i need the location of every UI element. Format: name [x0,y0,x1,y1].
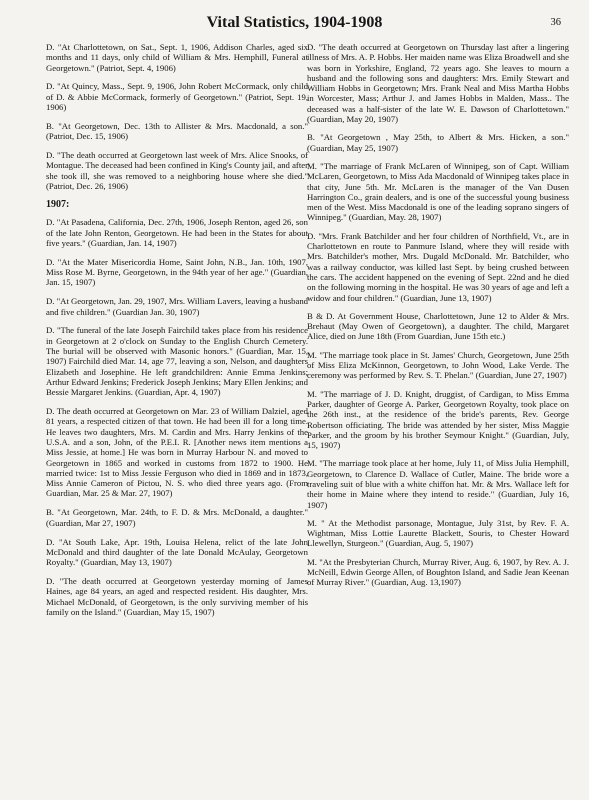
record-entry: M. "At the Presbyterian Church, Murray River, Aug. 6, 1907, by Rev. A. J. McNeill, Edwin George Allen, of Boughton Island, and Sadie Jean Keenan of Murray River." (Guardian, Aug. 13,1907) [307,556,569,588]
left-column [46,42,308,626]
record-entry: M. "The marriage of J. D. Knight, druggist, of Cardigan, to Miss Emma Parker, daughter of George A. Parker, Georgetown Royalty, took place on the 26th inst., at the residence of the bride's parents, Rev. George Robertson officiating. The bride was attended by her sister, Miss Maggie Parker, and the groom by his brother Seymour Knight." (Guardian, July, 15, 1907) [307,388,569,451]
record-entry: B. "At Georgetown, Dec. 13th to Allister & Mrs. Macdonald, a son." (Patriot, Dec. 15, 1906) [46,120,308,142]
record-entry: D. "The death occurred at Georgetown yesterday morning of James Haines, age 84 years, an aged and respected resident. His daughter, Mrs. Michael McDonald, of Georgetown, is the only surviving member of his family on the Island." (Guardian, May 15, 1907) [46,576,308,617]
right-column [307,42,569,596]
year-heading: 1907: [46,198,70,210]
page-title: Vital Statistics, 1904-1908 [206,14,383,31]
page-number: 36 [550,17,561,28]
record-entry: M. "The marriage took place in St. James' Church, Georgetown, June 25th of Miss Eliza McKinnon, Georgetown, to John Wood, Lake Verde. The ceremony was performed by Rev. S. T. Phelan." (Guardian, June 27, 1907) [307,349,569,381]
record-entry: M. "The marriage took place at her home, July 11, of Miss Julia Hemphill, Georgetown, to Clarence D. Wallace of Cutler, Maine. The bride wore a traveling suit of blue with a white chiffon hat. Mr. & Mrs. Wallace left for their home in Maine where they intend to reside." (Guardian, July 16, 1907) [307,458,569,510]
record-entry: B & D. At Government House, Charlottetown, June 12 to Alder & Mrs. Brehaut (May Owen of Georgetown), a daughter. The child, Margaret Alice, died on June 18th (From Guardian, June 15th etc.) [307,310,569,342]
record-entry: D. "At Charlottetown, on Sat., Sept. 1, 1906, Addison Charles, aged six months and 11 days, only child of William & Mrs. Hemphill, Funeral at Georgetown." (Patriot, Sept. 4, 1906) [46,42,308,73]
record-entry: D. "At Pasadena, California, Dec. 27th, 1906, Joseph Renton, aged 26, son of the late John Renton, Georgetown. He had been in the States for about five years." (Guardian, Jan. 14, 1907) [46,217,308,248]
record-entry: M. " At the Methodist parsonage, Montague, July 31st, by Rev. F. A. Wightman, Miss Lottie Laurette Blackett, Souris, to Chester Howard Llewellyn, Sturgeon." (Guardian, Aug. 5, 1907) [307,517,569,549]
record-entry: D. "Mrs. Frank Batchilder and her four children of Northfield, Vt., are in Charlottetown en route to Panmure Island, where they will reside with Mrs. Batchilder's mother, Mrs. Dugald McDonald. Mr. Batchilder, who was a railway conductor, was killed last Sept. by being crushed between the cars. The accident happened on the evening of Sept. 22nd and he died on the following morning in the hospital. He was 30 years of age and left a widow and four children." (Guardian, June 13, 1907) [307,230,569,303]
record-entry: B. "At Georgetown, Mar. 24th, to F. D. & Mrs. McDonald, a daughter." (Guardian, Mar 27, 1907) [46,507,308,528]
record-entry: M. "The marriage of Frank McLaren of Winnipeg, son of Capt. William McLaren, Georgetown, to Miss Ada Macdonald of Winnipeg takes place in that city, June 5th. Mr. McLaren is the manager of the Van Dusen Harrington Co., grain dealers, and is one of the successful young business men of the West. Miss Macdonald is one of the leading soprano singers of Winnipeg." (Guardian, May. 28, 1907) [307,160,569,223]
record-entry: D. "The death occurred at Georgetown on Thursday last after a lingering illness of Mrs. A. P. Hobbs. Her maiden name was Eliza Broadwell and she was born in Yorkshire, England, 72 years ago. She leaves to mourn a husband and the following sons and daughters: Mrs. Emily Stewart and William Hobbs in Georgetown; Mrs. Frank Neal and Miss Martha Hobbs in Worcester, Mass; Arthur J. and James Hobbs in Malden, Mass.. The deceased was a half-sister of the late W. E. Dawson of Charlottetown." (Guardian, May 20, 1907) [307,42,569,125]
record-entry: D. The death occurred at Georgetown on Mar. 23 of William Dalziel, aged 81 years, a respected citizen of that town. He had been ill for a long time. He leaves two daughters, Mrs. M. Cardin and Mrs. Harry Jenkins of the U.S.A. and a son, John, of the P.E.I. R. [Another news item mentions a Miss Jessie, at home.] He was born in Murray Harbour N. and moved to Georgetown in 1865 and worked in customs from 1872 to 1900. He married twice: 1st to Miss Jessie Ferguson who died in 1869 and in 1873, Miss Annie Cameron of Pictou, N. S. who died three years ago. (From Guardian, Mar. 25 & Mar. 27, 1907) [46,406,308,499]
record-entry: D. "At Georgetown, Jan. 29, 1907, Mrs. William Lavers, leaving a husband and five children." (Guardian Jan. 30, 1907) [46,296,309,317]
record-entry: D. "At the Mater Misericordia Home, Saint John, N.B., Jan. 10th, 1907, Miss Rose M. Byrne, Georgetown, in the 94th year of her age." (Guardian, Jan. 15, 1907) [46,256,308,288]
record-entry: D. "The death occurred at Georgetown last week of Mrs. Alice Snooks, of Montague. The deceased had been confined in King's County jail, and after she took ill, she was removed to a neighboring house where she died." (Patriot, Dec. 26, 1906) [46,150,308,192]
record-entry: D. "The funeral of the late Joseph Fairchild takes place from his residence in Georgetown at 2 o'clock on Sunday to the English Church Cemetery. The burial will be observed with Masonic honors." (Guardian, Mar. 15, 1907) Fairchild died Mar. 14, age 77, leaving a son, Nelson, and daughters Elizabeth and Josephine. He left grandchildren: Annie Emma Jenkins; Arthur Edward Jenkins; Frederick Joseph Jenkins; Mary Ellen Jenkins; and Bessie Margaret Jenkins. (Guardian, Apr. 4, 1907) [46,325,308,398]
page-header [0,12,589,36]
record-entry: D. "At Quincy, Mass., Sept. 9, 1906, John Robert McCormack, only child of D. & Abbie McCormack, formerly of Georgetown." (Patriot, Sept. 19, 1906) [46,81,308,113]
record-entry: B. "At Georgetown , May 25th, to Albert & Mrs. Hicken, a son." (Guardian, May 25, 1907) [307,132,569,153]
record-entry: D. "At South Lake, Apr. 19th, Louisa Helena, relict of the late John McDonald and third daughter of the late Donald McAulay, Georgetown Royalty." (Guardian, May 13, 1907) [46,536,308,568]
